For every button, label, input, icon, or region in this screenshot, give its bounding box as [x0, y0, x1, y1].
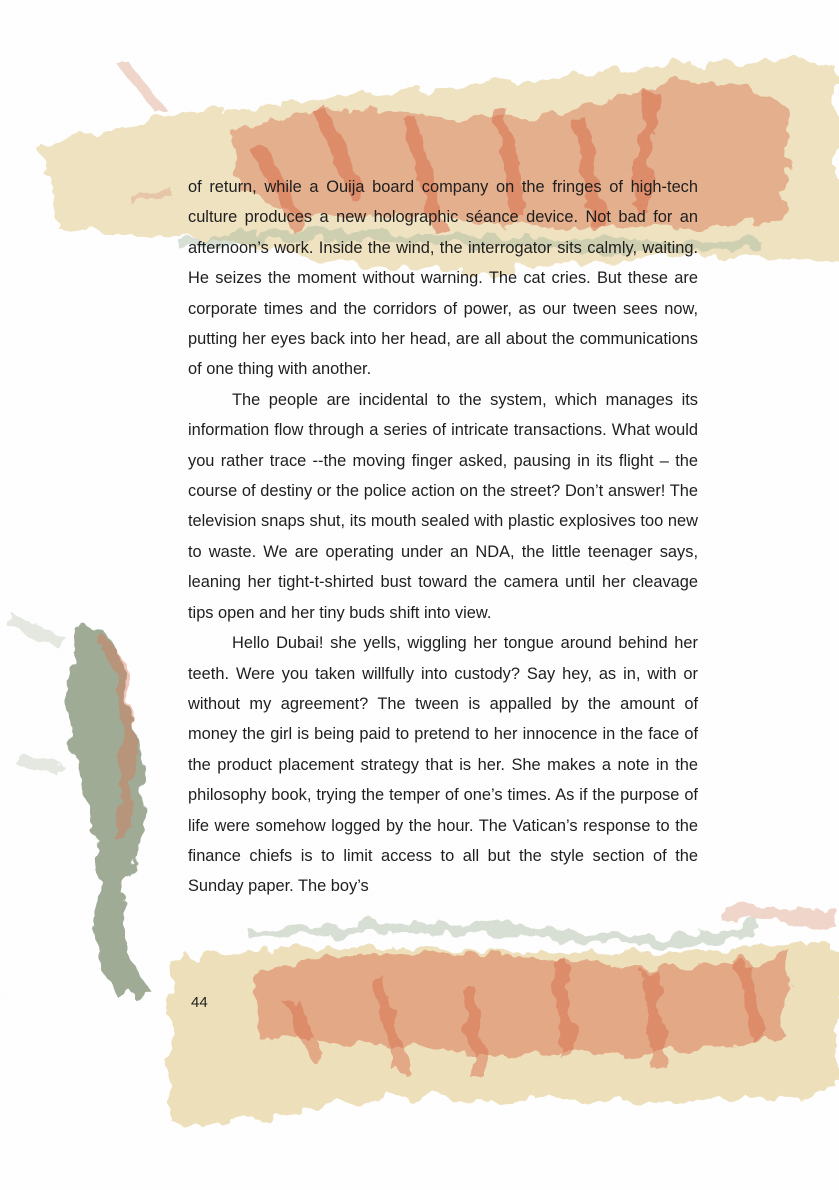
paragraph-3: Hello Dubai! she yells, wiggling her tongue around behind her teeth. Were you taken willfully into custody? Say hey, as in, with or without my agreement? The tween is appalled by the amount of money the girl is being paid to pretend to her innocence in the face of the product placement strategy that is her. She makes a note in the philosophy book, trying the temper of one’s times. As if the purpose of life were somehow logged by the hour. The Vatican’s response to the finance chiefs is to limit access to all but the style section of the Sunday paper. The boy’s	[188, 634, 698, 896]
paragraph-1: of return, while a Ouija board company on the fringes of high-tech culture produces a new holographic séance device. Not bad for an afternoon’s work. Inside the wind, the interrogator sits calmly, waiting. He seizes the moment without warning. The cat cries. But these are corporate times and the corridors of power, as our tween sees now, putting her eyes back into her head, are all about the communications of one thing with another.	[188, 178, 698, 379]
page-number: 44	[191, 994, 208, 1011]
body-text	[188, 172, 698, 902]
paragraph-2: The people are incidental to the system, which manages its information flow through a series of intricate transactions. What would you rather trace --the moving finger asked, pausing in its flight – the course of destiny or the police action on the street? Don’t answer! The television snaps shut, its mouth sealed with plastic explosives too new to waste. We are operating under an NDA, the little teenager says, leaning her tight-t-shirted bust toward the camera until her cleavage tips open and her tiny buds shift into view.	[188, 390, 698, 622]
